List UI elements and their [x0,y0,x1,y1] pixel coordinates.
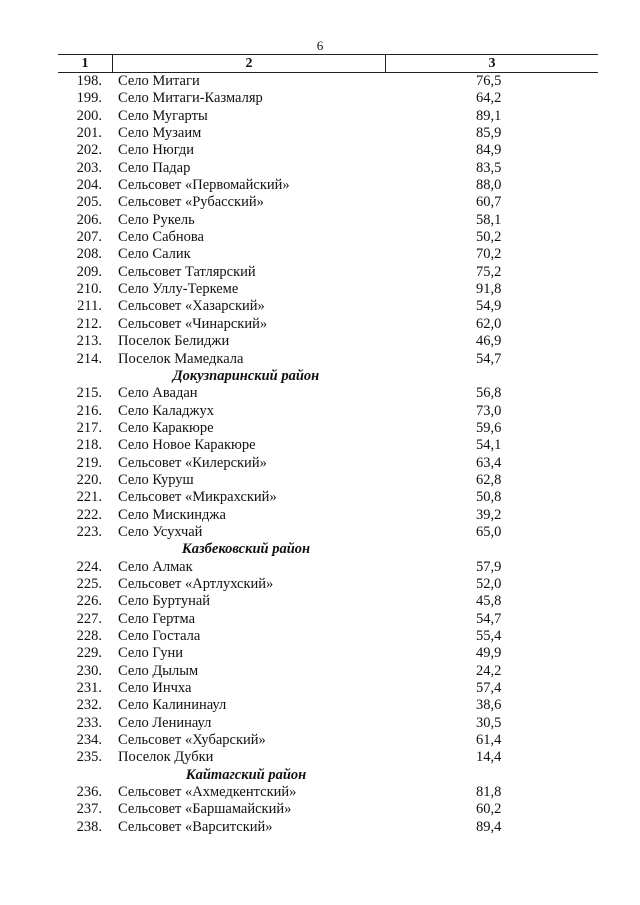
row-value: 89,1 [476,107,502,124]
district-heading: Казбековский район [181,541,311,558]
table-row [58,385,598,402]
row-number: 205. [76,194,102,211]
row-value: 83,5 [476,159,502,176]
table-row [58,593,598,610]
table-row [58,142,598,159]
table-row [58,108,598,125]
table-row [58,715,598,732]
data-table [58,54,598,836]
table-row [58,298,598,315]
row-value: 91,8 [476,281,502,298]
row-number: 221. [76,489,102,506]
row-value: 54,9 [476,298,502,315]
settlement-name: Сельсовет «Хубарский» [118,732,266,749]
row-number: 238. [76,818,102,835]
table-header [58,54,598,73]
row-value: 84,9 [476,142,502,159]
row-number: 234. [76,732,102,749]
row-value: 57,9 [476,558,502,575]
settlement-name: Сельсовет «Хазарский» [118,298,265,315]
settlement-name: Село Авадан [118,385,198,402]
table-row [58,697,598,714]
row-number: 232. [76,697,102,714]
row-number: 202. [76,142,102,159]
settlement-name: Село Дылым [118,662,199,679]
row-number: 236. [76,784,102,801]
settlement-name: Село Ленинаул [118,714,212,731]
settlement-name: Село Рукель [118,211,195,228]
settlement-name: Поселок Дубки [118,749,214,766]
row-value: 61,4 [476,732,502,749]
settlement-name: Село Усухчай [118,523,203,540]
row-number: 224. [76,558,102,575]
table-row [58,316,598,333]
table-row [58,177,598,194]
row-value: 14,4 [476,749,502,766]
row-value: 49,9 [476,645,502,662]
settlement-name: Село Гостала [118,628,201,644]
row-number: 228. [76,628,102,644]
settlement-name: Село Уллу-Теркеме [118,281,239,298]
settlement-name: Село Гуни [118,645,183,662]
row-value: 46,9 [476,333,502,350]
row-number: 235. [76,749,102,766]
table-row [58,559,598,576]
row-number: 231. [76,680,102,697]
row-number: 209. [76,263,102,280]
settlement-name: Поселок Мамедкала [118,350,244,367]
table-row [58,645,598,662]
table-row [58,455,598,472]
table-row [58,663,598,680]
row-number: 199. [76,90,102,107]
row-number: 233. [76,714,102,731]
row-number: 237. [76,801,102,818]
settlement-name: Село Падар [118,159,191,176]
row-value: 60,7 [476,194,502,211]
settlement-name: Сельсовет «Первомайский» [118,177,290,194]
settlement-name: Село Инчха [118,680,192,697]
settlement-name: Село Новое Каракюре [118,437,256,454]
table-row [58,420,598,437]
table-row [58,819,598,836]
table-row [58,73,598,90]
row-number: 222. [76,506,102,523]
row-value: 75,2 [476,263,502,280]
row-number: 206. [76,211,102,228]
row-value: 70,2 [476,246,502,263]
settlement-name: Село Куруш [118,471,194,488]
row-value: 62,8 [476,471,502,488]
row-number: 212. [76,315,102,332]
settlement-name: Поселок Белиджи [118,333,230,350]
row-value: 50,8 [476,489,502,506]
row-value: 54,1 [476,437,502,454]
row-value: 62,0 [476,315,502,332]
table-row [58,403,598,420]
table-row [58,333,598,350]
settlement-name: Сельсовет «Килерский» [118,454,267,471]
row-number: 226. [76,593,102,610]
table-row [58,732,598,749]
settlement-name: Сельсовет «Микрахский» [118,489,277,506]
table-row [58,680,598,697]
row-number: 216. [76,402,102,419]
table-row [58,351,598,368]
settlement-name: Село Мугарты [118,107,208,124]
settlement-name: Село Митаги-Казмаляр [118,90,263,107]
settlement-name: Село Гертма [118,610,196,627]
row-value: 54,7 [476,610,502,627]
settlement-name: Село Алмак [118,558,193,575]
row-number: 211. [77,298,102,315]
row-value: 50,2 [476,229,502,246]
row-number: 208. [76,246,102,263]
row-value: 45,8 [476,593,502,610]
row-value: 30,5 [476,714,502,731]
table-row [58,524,598,541]
row-number: 229. [76,645,102,662]
table-row [58,576,598,593]
row-value: 57,4 [476,680,502,697]
table-row [58,229,598,246]
row-number: 220. [76,471,102,488]
row-number: 201. [76,125,102,142]
row-value: 89,4 [476,818,502,835]
header-col-2: 2 [113,55,386,72]
row-value: 64,2 [476,90,502,107]
settlement-name: Село Каракюре [118,419,214,436]
settlement-name: Сельсовет «Артлухский» [118,575,274,592]
table-row [58,611,598,628]
district-heading: Докузпаринский район [172,367,320,384]
table-row [58,281,598,298]
header-col-3: 3 [488,56,496,71]
row-number: 227. [76,610,102,627]
table-row [58,194,598,211]
row-value: 54,7 [476,350,502,367]
settlement-name: Село Сабнова [118,229,204,246]
row-value: 88,0 [476,177,502,194]
table-row [58,749,598,766]
table-row [58,628,598,645]
row-number: 207. [76,229,102,246]
row-value: 60,2 [476,801,502,818]
settlement-name: Сельсовет «Варситский» [118,818,273,835]
settlement-name: Сельсовет «Чинарский» [118,315,268,332]
table-row [58,160,598,177]
table-row [58,212,598,229]
settlement-name: Село Калининаул [118,697,227,714]
row-number: 214. [76,350,102,367]
row-number: 225. [76,575,102,592]
row-value: 76,5 [476,73,502,89]
row-value: 73,0 [476,402,502,419]
table-row [58,437,598,454]
settlement-name: Сельсовет «Рубасский» [118,194,264,211]
table-row [58,472,598,489]
row-number: 213. [76,333,102,350]
table-row [58,246,598,263]
row-number: 210. [76,281,102,298]
table-row [58,125,598,142]
district-heading: Кайтагский район [185,766,307,783]
row-number: 198. [76,73,102,89]
settlement-name: Село Нюгди [118,142,195,159]
table-body [58,73,598,836]
settlement-name: Село Салик [118,246,191,263]
settlement-name: Сельсовет «Ахмедкентский» [118,784,297,801]
row-value: 65,0 [476,523,502,540]
row-number: 218. [76,437,102,454]
row-value: 59,6 [476,419,502,436]
row-number: 219. [76,454,102,471]
table-row [58,784,598,801]
row-value: 58,1 [476,211,502,228]
table-row [58,90,598,107]
row-value: 38,6 [476,697,502,714]
table-row [58,264,598,281]
table-row [58,507,598,524]
settlement-name: Село Митаги [118,73,200,89]
row-number: 215. [76,385,102,402]
settlement-name: Село Буртунай [118,593,211,610]
row-value: 39,2 [476,506,502,523]
row-number: 200. [76,107,102,124]
settlement-name: Сельсовет «Баршамайский» [118,801,292,818]
row-value: 56,8 [476,385,502,402]
page-number: 6 [316,38,324,53]
row-number: 217. [76,419,102,436]
table-row [58,801,598,818]
table-row [58,489,598,506]
settlement-name: Сельсовет Татлярский [118,263,256,280]
row-value: 81,8 [476,784,502,801]
row-value: 55,4 [476,628,502,644]
settlement-name: Село Музаим [118,125,202,142]
row-value: 24,2 [476,662,502,679]
settlement-name: Село Мискинджа [118,506,226,523]
row-value: 63,4 [476,454,502,471]
row-number: 223. [76,523,102,540]
row-number: 203. [76,159,102,176]
settlement-name: Село Каладжух [118,402,215,419]
row-value: 85,9 [476,125,502,142]
row-number: 230. [76,662,102,679]
row-number: 204. [76,177,102,194]
header-col-1: 1 [58,55,113,72]
row-value: 52,0 [476,575,502,592]
